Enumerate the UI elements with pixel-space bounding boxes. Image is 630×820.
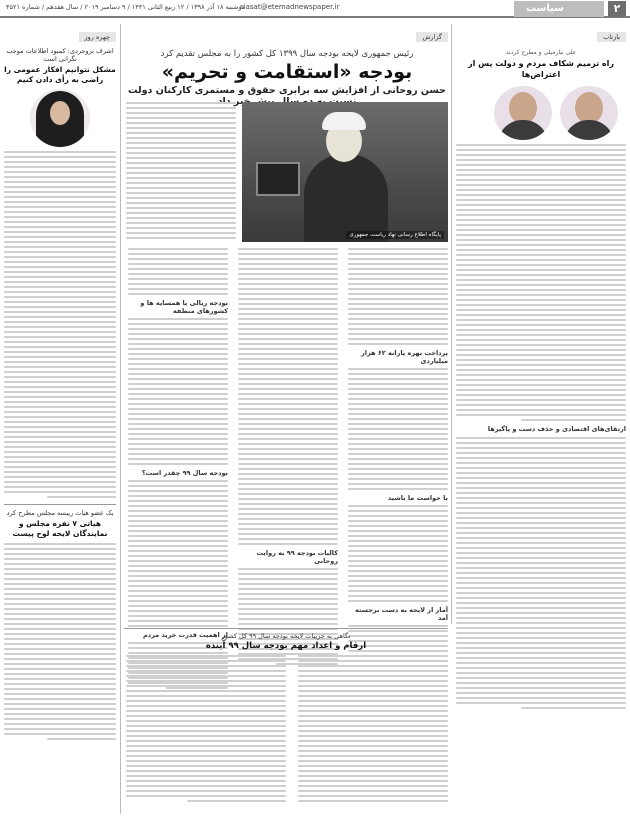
bottom-story-kicker: نگاهی به جزییات لایحه بودجه سال ۹۹ کل کشور [221,632,351,640]
main-story-photo [242,102,448,242]
main-column [128,248,228,692]
right-column-text [456,437,626,709]
main-story-text [126,102,236,242]
portrait-photo [494,86,552,140]
main-subhead: بودجه ریالی با همسایه ها و کشورهای منطقه [140,299,228,315]
bottom-column [298,655,448,805]
main-subhead: کالیات بودجه ۹۹ به روایت روحانی [256,549,338,565]
right-column [456,24,626,712]
site-email[interactable]: siasat@etemadnewspaper.ir [240,3,340,11]
portrait-photo [30,89,90,147]
main-story-kicker: رئیس جمهوری لایحه بودجه سال ۱۳۹۹ کل کشور را به مجلس تقدیم کرد [160,49,414,59]
photo-caption: پایگاه اطلاع رسانی نهاد ریاست جمهوری [346,231,444,239]
section-label: سیاست [514,1,604,17]
left-box2-kicker: یک عضو هیات رییسه مجلس مطرح کرد [6,509,114,517]
right-column-kicker: علی نیارمیلی و مطرح کردند [505,49,577,56]
main-subhead: پرداخت بهره یارانه ۶۲ هزار میلیاردی [361,349,448,365]
main-story-headline: بودجه «استقامت و تحریم» [161,61,413,83]
left-column-text [4,543,116,740]
bottom-story [124,628,448,815]
right-column-subhead: ارتقای‌های اقتصادی و حذف دست و پاگیرها [487,425,626,433]
right-column-text [456,144,626,421]
main-column [238,248,338,668]
main-subhead: آمار از لایحه به دست برجسته آمد [355,606,448,622]
main-subhead: با حواست ما باشید [387,494,448,502]
portraits [456,86,626,140]
main-subhead: از اهمیت قدرت خرید مردم [142,631,228,639]
page-header [0,0,630,18]
left-column [4,24,116,743]
portrait-photo [560,86,618,140]
main-story-subheadline: حسن روحانی از افزایش سه برابری حقوق و مستمری کارکنان دولت [128,85,446,96]
right-column-headline: راه ترمیم شکاف مردم و دولت پس از اعتراض‌ها [468,59,614,79]
main-subhead: بودجه سال ۹۹ چقدر است؟ [141,469,228,477]
issue-date: دوشنبه ۱۸ آذر ۱۳۹۸ / ۱۲ ربیع الثانی ۱۴۴۱ / ۹ دسامبر ۲۰۱۹ / سال هفدهم / شماره ۴۵۲۱ [6,3,245,11]
bottom-story-headline: ارقام و اعداد مهم بودجه سال ۹۹ آینده [205,641,367,651]
left-column-headline: مشکل نتوانیم افکار عمومی را راضی به رأی دادن کنیم [4,65,116,84]
left-column-text [4,151,116,498]
column-divider [451,24,452,624]
main-column [348,248,448,675]
main-story-tag: گزارش [416,32,448,42]
left-box2-headline: هیاتی ۷ نفره مجلس و نمایندگان لایحه لوح پیست [12,519,108,538]
left-column-kicker: اشرف بروجردی: کمبود اطلاعات موجب نگرانی است [6,47,114,63]
bottom-column [126,655,286,805]
right-column-tag: بازتاب [597,32,626,42]
column-divider [120,24,121,814]
page-number: ۲ [608,1,626,17]
left-column-tag: چهره روز [79,32,117,42]
